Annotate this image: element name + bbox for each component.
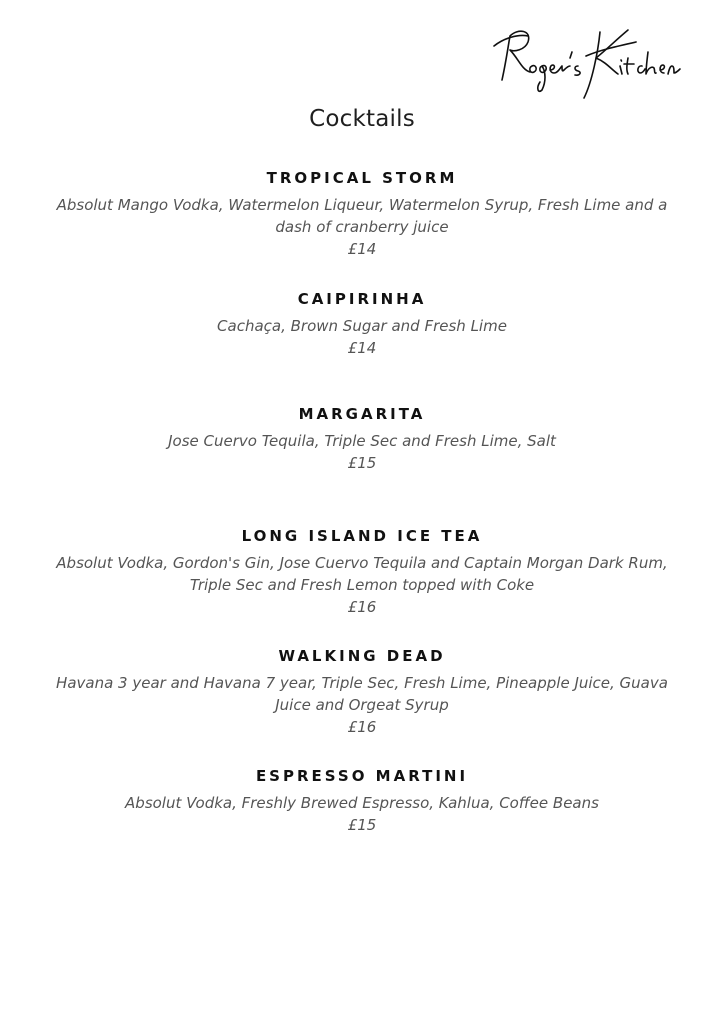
item-name: ESPRESSO MARTINI (255, 767, 469, 785)
item-price: £14 (347, 339, 377, 357)
item-price: £14 (347, 240, 377, 258)
menu-item (40, 404, 684, 474)
item-description: Havana 3 year and Havana 7 year, Triple Sec, Fresh Lime, Pineapple Juice, Guava Juice and Orgeat Syrup (56, 674, 668, 714)
item-description: Cachaça, Brown Sugar and Fresh Lime (217, 317, 507, 335)
signature-logo-graphic (488, 22, 688, 102)
item-name: WALKING DEAD (278, 647, 446, 665)
item-name: CAIPIRINHA (297, 290, 427, 308)
menu-item (40, 168, 684, 260)
menu-item (40, 766, 684, 836)
item-name: TROPICAL STORM (266, 169, 458, 187)
menu-item (40, 646, 684, 738)
section-title: Cocktails (309, 106, 415, 132)
restaurant-logo (488, 22, 688, 102)
item-description: Absolut Mango Vodka, Watermelon Liqueur, Watermelon Syrup, Fresh Lime and a dash of cranberry juice (56, 196, 668, 236)
item-price: £16 (347, 718, 377, 736)
item-name: LONG ISLAND ICE TEA (241, 527, 483, 545)
item-price: £15 (347, 454, 377, 472)
item-price: £16 (347, 598, 377, 616)
item-price: £15 (347, 816, 377, 834)
item-name: MARGARITA (298, 405, 426, 423)
menu-item (40, 289, 684, 359)
item-description: Absolut Vodka, Gordon's Gin, Jose Cuervo Tequila and Captain Morgan Dark Rum, Triple Sec and Fresh Lemon topped with Coke (56, 554, 668, 594)
item-description: Jose Cuervo Tequila, Triple Sec and Fresh Lime, Salt (168, 432, 556, 450)
menu-item (40, 526, 684, 618)
item-description: Absolut Vodka, Freshly Brewed Espresso, Kahlua, Coffee Beans (125, 794, 599, 812)
